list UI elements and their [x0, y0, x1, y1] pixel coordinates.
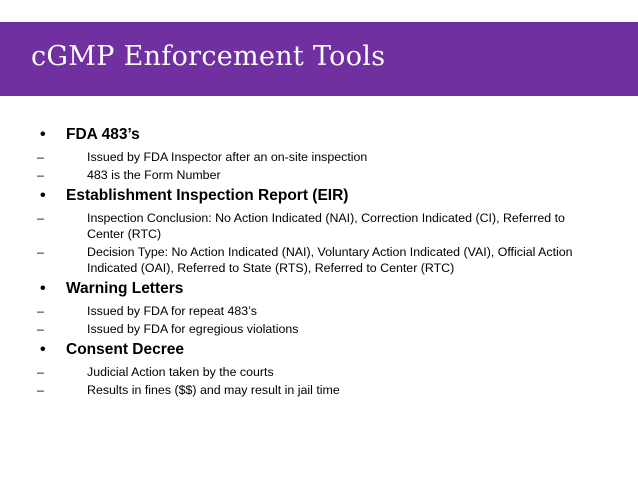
list-item — [37, 149, 600, 165]
section-heading — [40, 278, 600, 300]
list-item — [37, 244, 600, 276]
section-consent-decree — [37, 339, 600, 398]
slide-title: cGMP Enforcement Tools — [31, 41, 386, 72]
section-fda-483 — [37, 124, 600, 183]
bullet-icon: • — [40, 126, 46, 143]
section-heading — [40, 185, 600, 207]
dash-icon: – — [37, 365, 44, 379]
dash-icon: – — [37, 245, 44, 259]
list-item-text: 483 is the Form Number — [87, 168, 221, 182]
heading-text: Warning Letters — [66, 280, 184, 297]
heading-text: Establishment Inspection Report (EIR) — [66, 187, 349, 204]
dash-icon: – — [37, 304, 44, 318]
bullet-icon: • — [40, 341, 46, 358]
section-heading — [40, 339, 600, 361]
list-item — [37, 382, 600, 398]
list-item-text: Inspection Conclusion: No Action Indicated (NAI), Correction Indicated (CI), Referred to Center (RTC) — [87, 211, 565, 241]
slide-content — [37, 124, 600, 400]
section-eir — [37, 185, 600, 276]
section-warning-letters — [37, 278, 600, 337]
section-heading — [40, 124, 600, 146]
list-item — [37, 303, 600, 319]
list-item — [37, 210, 600, 242]
list-item-text: Decision Type: No Action Indicated (NAI), Voluntary Action Indicated (VAI), Official Action Indicated (OAI), Referred to State (RTS), Referred to Center (RTC) — [87, 245, 573, 275]
heading-text: Consent Decree — [66, 341, 185, 358]
title-bar — [0, 22, 638, 96]
list-item-text: Results in fines ($$) and may result in jail time — [87, 383, 340, 397]
list-item-text: Issued by FDA for egregious violations — [87, 322, 299, 336]
bullet-icon: • — [40, 280, 46, 297]
list-item — [37, 321, 600, 337]
heading-text: FDA 483’s — [66, 126, 140, 143]
dash-icon: – — [37, 322, 44, 336]
list-item-text: Issued by FDA for repeat 483’s — [87, 304, 257, 318]
list-item — [37, 167, 600, 183]
dash-icon: – — [37, 211, 44, 225]
list-item-text: Judicial Action taken by the courts — [87, 365, 274, 379]
dash-icon: – — [37, 150, 44, 164]
list-item-text: Issued by FDA Inspector after an on-site inspection — [87, 150, 368, 164]
list-item — [37, 364, 600, 380]
dash-icon: – — [37, 168, 44, 182]
bullet-icon: • — [40, 187, 46, 204]
dash-icon: – — [37, 383, 44, 397]
